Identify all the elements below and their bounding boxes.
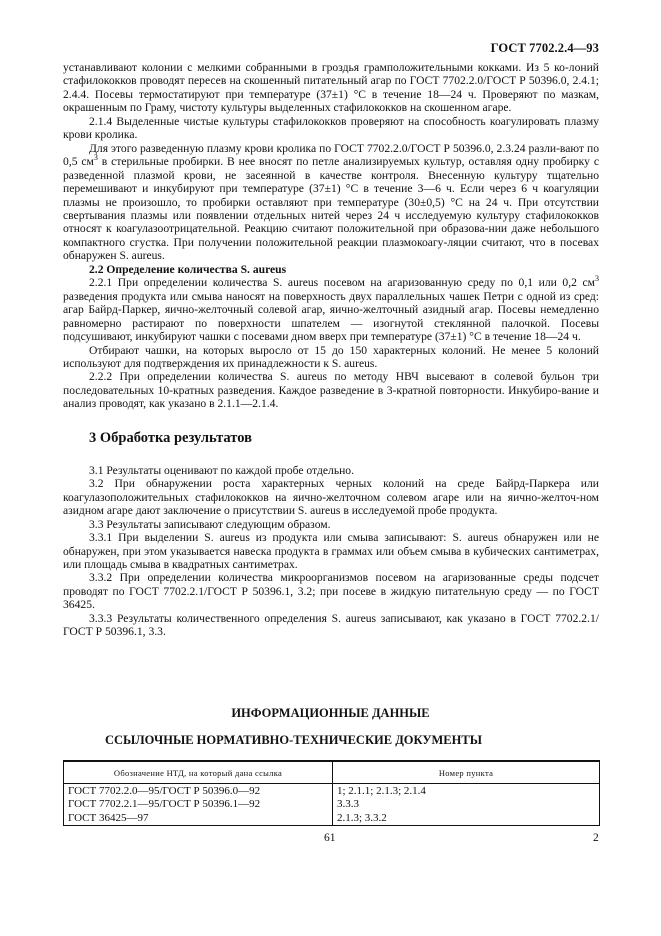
paragraph-text: 2.2.1 При определении количества S. aureus посевом на агаризованную среду по 0,1 или 0,2 см — [89, 276, 595, 290]
paragraph-3-3-3: 3.3.3 Результаты количественного определения S. aureus записывают, как указано в ГОСТ 7702.2.1/ГОСТ Р 50396.1, 3.3. — [63, 611, 599, 639]
paragraph-3-1: 3.1 Результаты оценивают по каждой пробе отдельно. — [89, 463, 355, 477]
paragraph-3-3-1: 3.3.1 При выделении S. aureus из продукта или смыва записывают: S. aureus обнаружен или не обнаружен, при этом указывается навеска продукта в граммах или объем смыва в кубических сантиметрах, или площадь смыва в квадратных сантиметрах. — [63, 531, 599, 571]
table-cell-document: ГОСТ 36425—97 — [64, 811, 333, 826]
paragraph-2-1-4: 2.1.4 Выделенные чистые культуры стафилококков проверяют на способность коагулировать плазму крови кролика. — [63, 114, 599, 142]
column-header-document: Обозначение НТД, на который дана ссылка — [64, 761, 333, 784]
table-row — [64, 784, 600, 798]
page-number: 61 — [324, 832, 336, 844]
paragraph-3-2: 3.2 При обнаружении роста характерных черных колоний на среде Байрд-Паркера или коагулазоположительных стафилококков на яично-желточном солевом агаре или на яично-желточ-ном азидном агаре дают заключение о присутствии S. aureus в исследуемой пробе продукта. — [63, 477, 599, 518]
table-cell-document: ГОСТ 7702.2.1—95/ГОСТ Р 50396.1—92 — [64, 797, 333, 810]
table-row — [64, 797, 600, 810]
table-cell-clause: 2.1.3; 3.3.2 — [333, 811, 600, 826]
reference-docs-title: ССЫЛОЧНЫЕ НОРМАТИВНО-ТЕХНИЧЕСКИЕ ДОКУМЕНТЫ — [105, 733, 482, 747]
paragraph-3-3: 3.3 Результаты записывают следующим образом. — [89, 517, 331, 531]
paragraph-2-2-2: 2.2.2 При определении количества S. aureus по методу НВЧ высевают в солевой бульон три последовательных 10-кратных разведения. Каждое разведение в 3-кратной повторности. Инкубиро-вание и анализ проводят, как указано в 2.1.1—2.1.4. — [63, 370, 599, 411]
section-heading-3: 3 Обработка результатов — [89, 429, 252, 446]
reference-docs-table — [63, 760, 600, 826]
paragraph-2-2-1 — [63, 276, 599, 343]
paragraph-continuation: устанавливают колонии с мелкими собранными в гроздья грамположительными кокками. Из 5 ко-лоний стафилококков проводят пересев на скошенный питательный агар по ГОСТ 7702.2.0/ГОСТ Р 50396.0, 2.4.1; 2.4.4. Посевы термостатируют при температуре (37±1) °С в течение 18—24 ч. Проверяют по мазкам, окрашенным по Граму, чистоту культуры выделенных стафилококков на скошенном агаре. — [63, 61, 599, 115]
sheet-number: 2 — [593, 832, 599, 844]
table-cell-document: ГОСТ 7702.2.0—95/ГОСТ Р 50396.0—92 — [64, 784, 333, 798]
paragraph-text: в стерильные пробирки. В нее вносят по петле анализируемых культур, оставляя одну пробирку с разведенной плазмой крови, не засеянной в качестве контроля. Внесенную культуру тщательно перемешивают и инкубируют при температуре (37±1) °С в течение 3—6 ч. Если через 6 ч коагуляции плазмы не произошло, то пробирки оставляют при температуре (30±0,5) °С на 24 ч. При отсутствии свертывания плазмы или появлении отдельных нитей через 24 ч исследуемую культуру стафилококков относят к коагулазоотрицательной. Реакцию считают положительной при образова-нии даже небольшого компактного сгустка. При получении положительной реакции плазмокоагу-ляции считают, что в посевах обнаружен S. aureus. — [63, 155, 600, 263]
column-header-clause: Номер пункта — [333, 761, 600, 784]
info-data-title: ИНФОРМАЦИОННЫЕ ДАННЫЕ — [231, 706, 430, 720]
subsection-heading-2-2: 2.2 Определение количества S. aureus — [89, 262, 287, 276]
table-row — [64, 811, 600, 826]
document-code-header: ГОСТ 7702.2.4—93 — [490, 41, 599, 55]
paragraph-3-3-2: 3.3.2 При определении количества микроорганизмов посевом на агаризованные среды подсчет проводят по ГОСТ 7702.2.1/ГОСТ Р 50396.1, 3.2; при посеве в жидкую питательную среду — по ГОСТ 36425. — [63, 571, 599, 612]
paragraph-plasma-test — [63, 142, 599, 263]
paragraph-text: разведения продукта или смыва наносят на поверхность двух параллельных чашек Петри с одной из сред: агар Байрд-Паркер, яично-желточный солевой агар, яично-желточный азидный агар. Посевы немедленно равномерно растирают по поверхности шпателем — изогнутой стеклянной палочкой. Посевы подсушивают, инкубируют чашки с посевами дном вверх при температуре (37±1) °С в течение 18—24 ч. — [63, 289, 599, 344]
table-cell-clause: 1; 2.1.1; 2.1.3; 2.1.4 — [333, 784, 600, 798]
paragraph-text: Для этого разведенную плазму крови кролика по ГОСТ 7702.2.0/ГОСТ Р 50396.0, 2.3.24 разли-вают по 0,5 см — [63, 141, 599, 169]
superscript: 3 — [93, 153, 98, 163]
superscript: 3 — [595, 274, 599, 284]
paragraph-colony-selection: Отбирают чашки, на которых выросло от 15 до 150 характерных колоний. Не менее 5 колоний используют для подтверждения их принадлежности к S. aureus. — [63, 343, 599, 370]
table-header-row — [64, 761, 600, 784]
table-cell-clause: 3.3.3 — [333, 797, 600, 810]
document-body — [63, 61, 599, 639]
